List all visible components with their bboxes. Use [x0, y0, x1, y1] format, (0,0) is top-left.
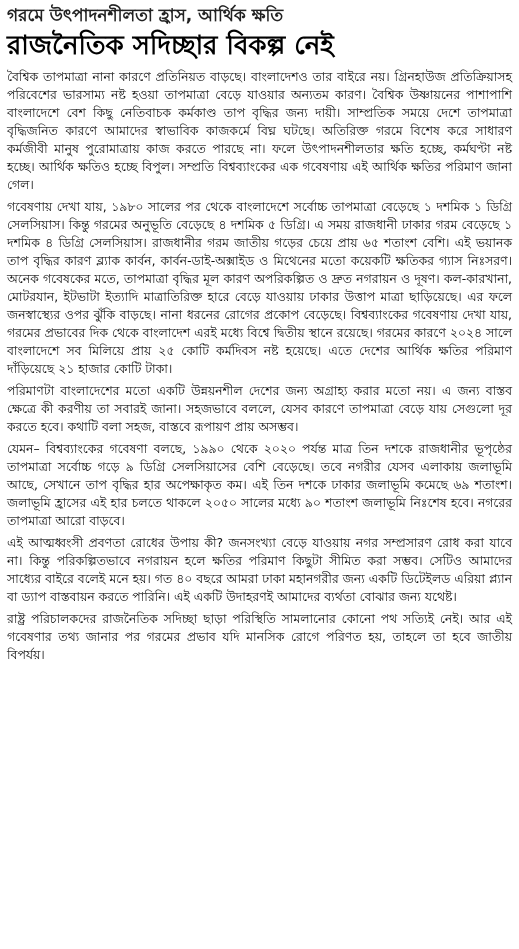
- article-paragraph: যেমন– বিশ্বব্যাংকের গবেষণা বলছে, ১৯৯০ থেকে ২০২০ পর্যন্ত মাত্র তিন দশকে রাজধানীর ভূপৃষ্ঠের তাপমাত্রা সর্বোচ্চ গড়ে ৯ ডিগ্রি সেলসিয়াসের বেশি বেড়েছে। তবে নগরীর যেসব এলাকায় জলাভূমি আছে, সেখানে তাপ বৃদ্ধির হার অপেক্ষাকৃত কম। এই তিন দশকে ঢাকার জলাভূমি কমেছে ৬৯ শতাংশ। জলাভূমি হ্রাসের এই হার চলতে থাকলে ২০৫০ সালের মধ্যে ৯০ শতাংশ জলাভূমি নিঃশেষ হবে। নগরের তাপমাত্রা আরো বাড়বে।: [7, 441, 512, 528]
- article-paragraph: বৈশ্বিক তাপমাত্রা নানা কারণে প্রতিনিয়ত বাড়ছে। বাংলাদেশও তার বাইরে নয়। গ্রিনহাউজ প্রতিক্রিয়াসহ পরিবেশের ভারসাম্য নষ্ট হওয়া তাপমাত্রা বেড়ে যাওয়ার অন্যতম কারণ। বৈশ্বিক উষ্ণায়নের পাশাপাশি বাংলাদেশে বেশ কিছু নেতিবাচক কর্মকাণ্ড তাপ বৃদ্ধির জন্য দায়ী। সাম্প্রতিক সময়ে দেশে তাপমাত্রা বৃদ্ধিজনিত কারণে আমাদের স্বাভাবিক কাজকর্মে বিঘ্ন ঘটছে। অতিরিক্ত গরমে বিশেষ করে সাধারণ কর্মজীবী মানুষ পুরোমাত্রায় কাজ করতে পারছে না। ফলে উৎপাদনশীলতার ক্ষতি হচ্ছে, কর্মঘণ্টা নষ্ট হচ্ছে। আর্থিক ক্ষতিও হচ্ছে বিপুল। সম্প্রতি বিশ্বব্যাংকের এক গবেষণায় এই আর্থিক ক্ষতির পরিমাণ জানা গেল।: [7, 69, 512, 192]
- article-paragraph: এই আত্মধ্বংসী প্রবণতা রোধের উপায় কী? জনসংখ্যা বেড়ে যাওয়ায় নগর সম্প্রসারণ রোধ করা যাবে না। কিন্তু পরিকল্পিতভাবে নগরায়ন হলে ক্ষতির পরিমাণ কিছুটা সীমিত করা সম্ভব। সেটিও আমাদের সাধ্যের বাইরে বলেই মনে হয়। গত ৪০ বছরে আমরা ঢাকা মহানগরীর জন্য একটি ডিটেইলড এরিয়া প্ল্যান বা ড্যাপ বাস্তবায়ন করতে পারিনি। এই একটি উদাহরণই আমাদের ব্যর্থতা বোঝার জন্য যথেষ্ট।: [7, 535, 512, 604]
- article-paragraph: গবেষণায় দেখা যায়, ১৯৮০ সালের পর থেকে বাংলাদেশে সর্বোচ্চ তাপমাত্রা বেড়েছে ১ দশমিক ১ ডিগ্রি সেলসিয়াস। কিন্তু গরমের অনুভূতি বেড়েছে ৪ দশমিক ৫ ডিগ্রি। এ সময় রাজধানী ঢাকার গরম বেড়েছে ১ দশমিক ৪ ডিগ্রি সেলসিয়াস। রাজধানীর গরম জাতীয় গড়ের চেয়ে প্রায় ৬৫ শতাংশ বেশি। এই ভয়ানক তাপ বৃদ্ধির কারণ ব্ল্যাক কার্বন, কার্বন-ডাই-অক্সাইড ও মিথেনের মতো কয়েকটি ক্ষতিকর গ্যাস নিঃসরণ। অনেক গবেষকের মতে, তাপমাত্রা বৃদ্ধির মূল কারণ অপরিকল্পিত ও দ্রুত নগরায়ন ও দূষণ। কল-কারখানা, মোটরযান, ইটভাটা ইত্যাদি মাত্রাতিরিক্ত হারে বেড়ে যাওয়ায় ঢাকার উত্তাপ মাত্রা ছাড়িয়েছে। এর ফলে জনস্বাস্থ্যের ওপর ঝুঁকি বাড়ছে। নানা ধরনের রোগের প্রকোপ বেড়েছে। বিশ্বব্যাংকের গবেষণায় দেখা যায়, গরমের প্রভাবের দিক থেকে বাংলাদেশ এরই মধ্যে বিশ্বে দ্বিতীয় স্থানে রয়েছে। গরমের কারণে ২০২৪ সালে বাংলাদেশে সব মিলিয়ে প্রায় ২৫ কোটি কর্মদিবস নষ্ট হয়েছে। এতে দেশের আর্থিক ক্ষতির পরিমাণ দাঁড়িয়েছে ২১ হাজার কোটি টাকা।: [7, 199, 512, 376]
- article-paragraph: পরিমাণটা বাংলাদেশের মতো একটি উন্নয়নশীল দেশের জন্য অগ্রাহ্য করার মতো নয়। এ জন্য বাস্তব ক্ষেত্রে কী করণীয় তা সবারই জানা। সহজভাবে বললে, যেসব কারণে তাপমাত্রা বেড়ে যায় সেগুলো দূর করতে হবে। কথাটি বলা সহজ, বাস্তবে রূপায়ণ প্রায় অসম্ভব।: [7, 383, 512, 434]
- article-headline: রাজনৈতিক সদিচ্ছার বিকল্প নেই: [7, 31, 334, 61]
- article-kicker: গরমে উৎপাদনশীলতা হ্রাস, আর্থিক ক্ষতি: [7, 6, 284, 26]
- article-paragraph: রাষ্ট্র পরিচালকদের রাজনৈতিক সদিচ্ছা ছাড়া পরিস্থিতি সামলানোর কোনো পথ সত্যিই নেই। আর এই গবেষণার তথ্য জানার পর গরমের প্রভাব যদি মানসিক রোগে পরিণত হয়, তাহলে তা হবে জাতীয় বিপর্যয়।: [7, 611, 512, 662]
- article-body: [7, 68, 512, 664]
